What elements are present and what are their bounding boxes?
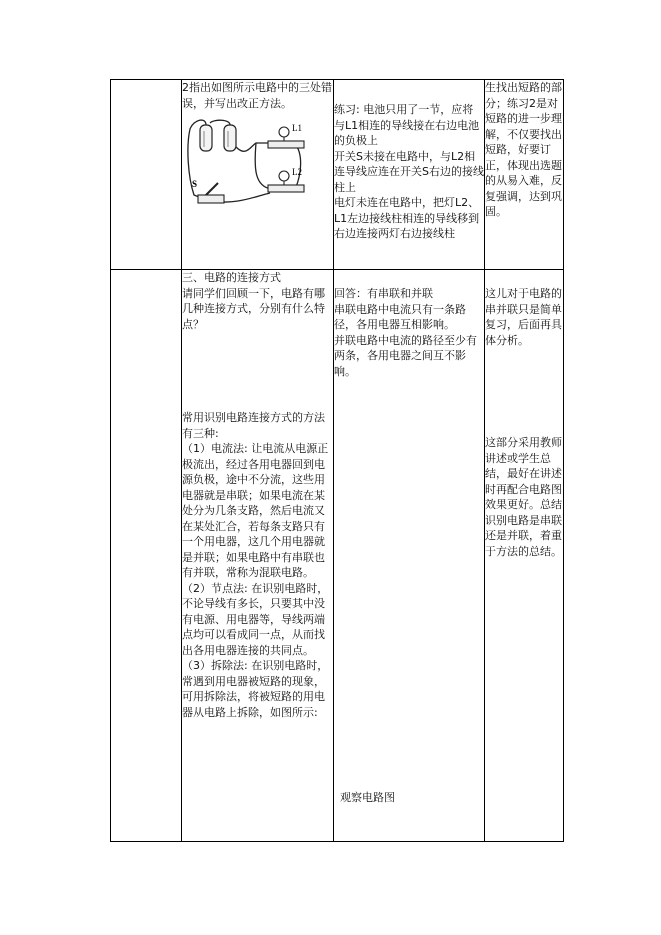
lamp1-bulb bbox=[279, 127, 289, 137]
empty-cell bbox=[111, 80, 182, 270]
review-note: 这儿对于电路的串并联只是简单复习，后面再具体分析。 bbox=[485, 287, 562, 347]
observe-text: 观察电路图 bbox=[340, 791, 395, 804]
lamp2-label: L2 bbox=[292, 167, 302, 177]
answer-line-3: 电灯未连在电路中，把灯L2、L1左边接线柱相连的导线移到右边连接两灯右边接线柱 bbox=[334, 196, 480, 240]
methods-intro: 常用识别电路连接方式的方法有三种: bbox=[182, 411, 325, 440]
switch-label: S bbox=[192, 179, 198, 189]
circuit-diagram bbox=[184, 117, 312, 209]
table-row bbox=[111, 80, 564, 270]
answer-cell bbox=[334, 80, 485, 270]
lamp1-label: L1 bbox=[292, 123, 302, 133]
lamp1-base bbox=[268, 141, 304, 148]
answer-line-1: 练习: 电池只用了一节，应将与L1相连的导线接在右边电池的负极上 bbox=[334, 103, 480, 147]
method-removal: （3）拆除法: 在识别电路时，常遇到用电器被短路的现象，可用拆除法，将被短路的用电器从电路上拆除，如图所示: bbox=[182, 659, 329, 719]
teaching-content-cell bbox=[182, 270, 334, 842]
switch-lever bbox=[206, 183, 218, 195]
method-node: （2）节点法: 在识别电路时，不论导线有多长，只要其中没有电源、用电器等，导线两端点均可以看成同一点，从而找出各用电器连接的共同点。 bbox=[182, 581, 329, 657]
student-activity-cell bbox=[334, 270, 485, 842]
design-intent-text: 生找出短路的部分；练习2是对短路的进一步理解，不仅要找出短路，好要订正，体现出选题的从易入难，反复强调，达到巩固。 bbox=[485, 81, 562, 218]
series-text: 串联电路中电流只有一条路径，各用电器互相影响。 bbox=[334, 302, 466, 331]
parallel-text: 并联电路中电流的路径至少有两条，各用电器之间互不影响。 bbox=[334, 333, 477, 378]
question-text: 请同学们回顾一下，电路有哪几种连接方式，分别有什么特点？ bbox=[182, 286, 325, 331]
section-heading: 三、电路的连接方式 bbox=[182, 271, 281, 284]
design-intent-cell bbox=[485, 270, 564, 842]
battery-right bbox=[224, 125, 236, 151]
answer-text: 回答：有串联和并联 bbox=[334, 287, 433, 300]
method-current: （1）电流法: 让电流从电源正极流出，经过各用电器回到电源负极，途中不分流，这些用电器就是串联；如果电流在某处分为几条支路，然后电流又在某处汇合，若每条支路只有一个用电器，这几个用电器就是并联；如果电路中有串联也有并联，常称为混联电路。 bbox=[182, 442, 329, 579]
switch-base bbox=[198, 195, 224, 203]
table-row bbox=[111, 270, 564, 842]
design-intent-cell bbox=[485, 80, 564, 270]
lamp2-bulb bbox=[279, 171, 289, 181]
method-note: 这部分采用教师讲述或学生总结，最好在讲述时再配合电路图效果更好。总结识别电路是串联还是并联，着重于方法的总结。 bbox=[485, 436, 562, 558]
exercise-text: 2指出如图所示电路中的三处错误，并写出改正方法。 bbox=[182, 81, 332, 110]
battery-left bbox=[200, 125, 212, 151]
empty-cell bbox=[111, 270, 182, 842]
exercise-cell bbox=[182, 80, 334, 270]
answer-line-2: 开关S未接在电路中，与L2相连导线应连在开关S右边的接线柱上 bbox=[334, 149, 484, 194]
lesson-plan-table bbox=[110, 79, 564, 842]
lamp2-base bbox=[268, 185, 304, 192]
